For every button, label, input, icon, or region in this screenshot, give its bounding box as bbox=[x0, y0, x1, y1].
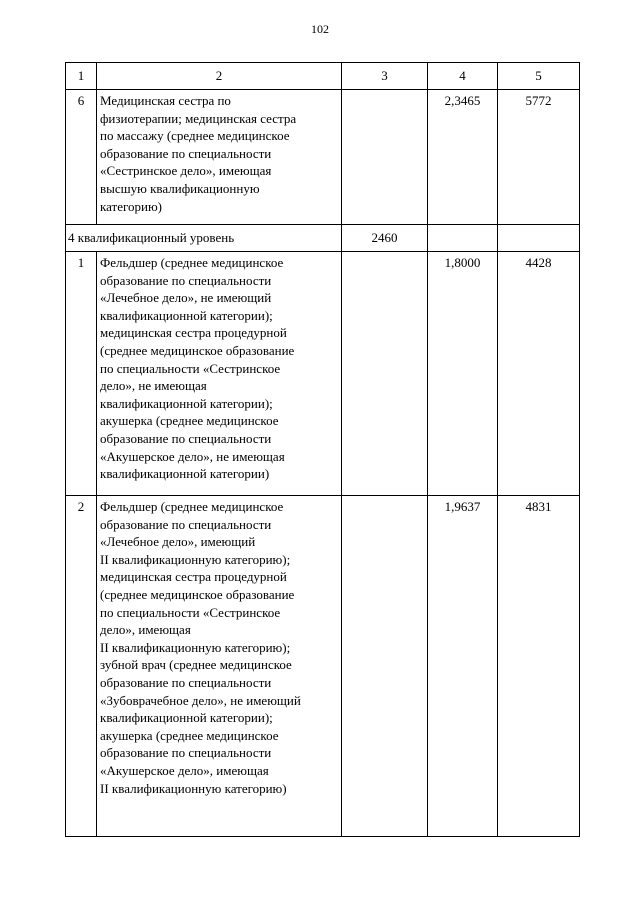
description-line: «Лечебное дело», не имеющий bbox=[100, 290, 272, 306]
salary-cell: 4831 bbox=[498, 496, 580, 837]
salary-cell: 5772 bbox=[498, 90, 580, 225]
table-row bbox=[66, 252, 580, 496]
description-line: квалификационной категории); bbox=[100, 307, 273, 323]
description-line: дело», имеющая bbox=[100, 622, 191, 638]
description-line: «Лечебное дело», имеющий bbox=[100, 534, 256, 550]
column-header-2: 2 bbox=[97, 63, 342, 90]
table-row bbox=[66, 90, 580, 225]
table-header-row bbox=[66, 63, 580, 90]
position-description bbox=[97, 496, 342, 837]
description-line: Медицинская сестра по bbox=[100, 93, 231, 108]
description-line: образование по специальности bbox=[100, 272, 272, 288]
description-line: квалификационной категории) bbox=[100, 466, 270, 482]
description-line: образование по специальности bbox=[100, 745, 272, 761]
description-line: (среднее медицинское образование bbox=[100, 342, 295, 358]
description-line: медицинская сестра процедурной bbox=[100, 325, 287, 341]
description-line: образование по специальности bbox=[100, 516, 272, 532]
description-line: II квалификационную категорию); bbox=[100, 551, 291, 567]
column-header-1: 1 bbox=[66, 63, 97, 90]
position-description bbox=[97, 252, 342, 496]
qualification-table bbox=[65, 62, 580, 837]
description-line: категорию) bbox=[100, 198, 163, 214]
description-line: по массажу (среднее медицинское bbox=[100, 128, 290, 144]
column-header-4: 4 bbox=[428, 63, 498, 90]
description-line: образование по специальности bbox=[100, 430, 272, 446]
empty-cell bbox=[498, 225, 580, 252]
description-line: физиотерапии; медицинская сестра bbox=[100, 110, 297, 126]
description-line: квалификационной категории); bbox=[100, 710, 273, 726]
description-line: Фельдшер (среднее медицинское bbox=[100, 255, 284, 270]
description-line: Фельдшер (среднее медицинское bbox=[100, 499, 284, 514]
row-number: 1 bbox=[66, 252, 97, 496]
description-line: по специальности «Сестринское bbox=[100, 360, 281, 376]
row-number: 6 bbox=[66, 90, 97, 225]
description-line: «Зубоврачебное дело», не имеющий bbox=[100, 692, 301, 708]
coefficient-cell: 1,8000 bbox=[428, 252, 498, 496]
qualification-level-base-salary: 2460 bbox=[342, 225, 428, 252]
description-line: «Сестринское дело», имеющая bbox=[100, 163, 272, 179]
base-salary-cell bbox=[342, 252, 428, 496]
coefficient-cell: 1,9637 bbox=[428, 496, 498, 837]
description-line: (среднее медицинское образование bbox=[100, 586, 295, 602]
description-line: дело», не имеющая bbox=[100, 378, 207, 394]
qualification-level-label: 4 квалификационный уровень bbox=[66, 225, 342, 252]
coefficient-cell: 2,3465 bbox=[428, 90, 498, 225]
empty-cell bbox=[428, 225, 498, 252]
base-salary-cell bbox=[342, 496, 428, 837]
description-line: акушерка (среднее медицинское bbox=[100, 413, 279, 429]
qualification-level-row bbox=[66, 225, 580, 252]
base-salary-cell bbox=[342, 90, 428, 225]
position-description bbox=[97, 90, 342, 225]
page-number: 102 bbox=[311, 22, 329, 36]
column-header-5: 5 bbox=[498, 63, 580, 90]
description-line: «Акушерское дело», не имеющая bbox=[100, 448, 285, 464]
description-line: «Акушерское дело», имеющая bbox=[100, 762, 269, 778]
row-number: 2 bbox=[66, 496, 97, 837]
description-line: образование по специальности bbox=[100, 674, 272, 690]
table-row bbox=[66, 496, 580, 837]
salary-cell: 4428 bbox=[498, 252, 580, 496]
description-line: акушерка (среднее медицинское bbox=[100, 727, 279, 743]
column-header-3: 3 bbox=[342, 63, 428, 90]
description-line: образование по специальности bbox=[100, 145, 272, 161]
description-line: II квалификационную категорию) bbox=[100, 780, 287, 796]
description-line: по специальности «Сестринское bbox=[100, 604, 281, 620]
description-line: высшую квалификационную bbox=[100, 180, 260, 196]
description-line: медицинская сестра процедурной bbox=[100, 569, 287, 585]
description-line: зубной врач (среднее медицинское bbox=[100, 657, 292, 673]
description-line: квалификационной категории); bbox=[100, 395, 273, 411]
description-line: II квалификационную категорию); bbox=[100, 639, 291, 655]
